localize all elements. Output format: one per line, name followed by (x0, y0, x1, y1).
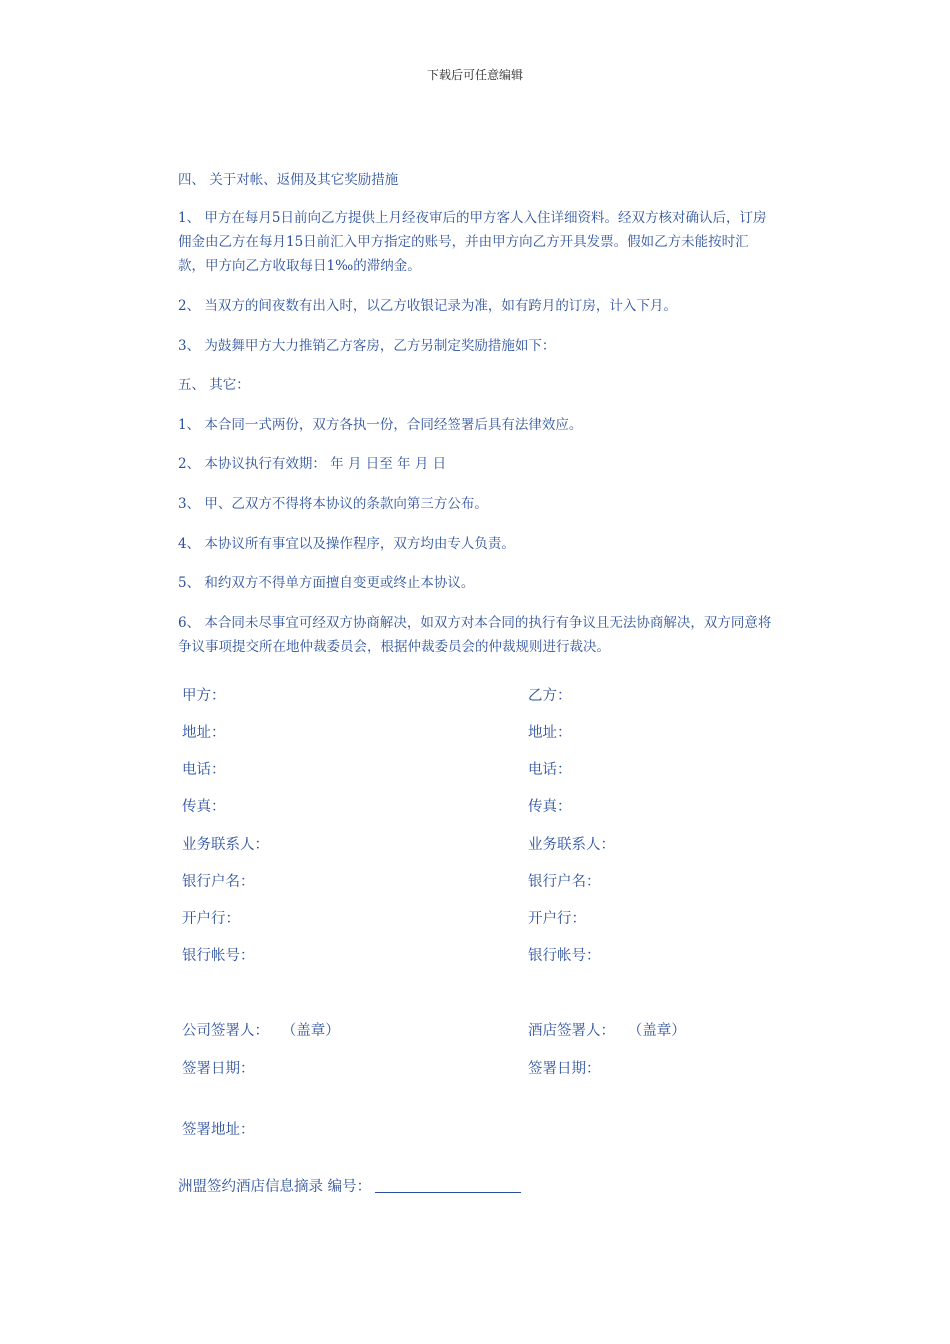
company-signer-label: 公司签署人： (182, 1023, 269, 1039)
phone-row (178, 758, 774, 782)
bank-row (178, 907, 774, 931)
party-b-contact-label: 业务联系人： (528, 837, 615, 853)
sign-address-row (178, 1118, 774, 1142)
party-a-account-name-label: 银行户名： (182, 874, 255, 890)
sign-address-label: 签署地址： (182, 1122, 255, 1138)
record-number-blank[interactable] (375, 1176, 521, 1193)
party-a-address-label: 地址： (182, 725, 226, 741)
party-b-phone-label: 电话： (528, 762, 572, 778)
page-header-note: 下载后可任意编辑 (426, 68, 523, 82)
party-b-account-number-label: 银行帐号： (528, 948, 601, 964)
section-5-item-1: 1、 本合同一式两份，双方各执一份，合同经签署后具有法律效应。 (178, 417, 583, 433)
section-4-item-2: 2、 当双方的间夜数有出入时，以乙方收银记录为准，如有跨月的订房，计入下月。 (178, 298, 677, 314)
party-b-bank-label: 开户行： (528, 911, 586, 927)
section-5-title: 五、 其它： (178, 377, 250, 393)
record-line (178, 1175, 521, 1196)
party-b-label: 乙方： (528, 688, 572, 704)
party-row (178, 684, 774, 708)
section-5-item-5: 5、 和约双方不得单方面擅自变更或终止本协议。 (178, 575, 475, 591)
party-a-bank-label: 开户行： (182, 911, 240, 927)
party-a-phone-label: 电话： (182, 762, 226, 778)
section-4-title: 四、 关于对帐、返佣及其它奖励措施 (178, 172, 399, 188)
contact-row (178, 833, 774, 857)
section-5-item-3: 3、 甲、乙双方不得将本协议的条款向第三方公布。 (178, 496, 488, 512)
signer-row (178, 1019, 774, 1043)
party-a-account-number-label: 银行帐号： (182, 948, 255, 964)
company-sign-date-label: 签署日期： (182, 1061, 255, 1077)
account-number-row (178, 944, 774, 968)
party-b-account-name-label: 银行户名： (528, 874, 601, 890)
hotel-signer-label: 酒店签署人： (528, 1023, 615, 1039)
company-stamp-label: （盖章） (289, 1023, 340, 1039)
section-5-item-2: 2、 本协议执行有效期： 年 月 日至 年 月 日 (178, 456, 447, 472)
sign-date-row (178, 1057, 774, 1081)
section-4-item-3: 3、 为鼓舞甲方大力推销乙方客房，乙方另制定奖励措施如下： (178, 338, 556, 354)
party-a-contact-label: 业务联系人： (182, 837, 269, 853)
account-name-row (178, 870, 774, 894)
hotel-sign-date-label: 签署日期： (528, 1061, 601, 1077)
party-b-fax-label: 传真： (528, 799, 572, 815)
section-4-item-1: 1、 甲方在每月5日前向乙方提供上月经夜审后的甲方客人入住详细资料。经双方核对确认后，订房佣金由乙方在每月15日前汇入甲方指定的账号，并由甲方向乙方开具发票。假如乙方未能按时汇款，甲方向乙方收取每日1‰的滞纳金。 (178, 210, 767, 274)
fax-row (178, 795, 774, 819)
hotel-signer (528, 1019, 686, 1040)
section-5-item-6: 6、 本合同未尽事宜可经双方协商解决，如双方对本合同的执行有争议且无法协商解决，双方同意将争议事项提交所在地仲裁委员会，根据仲裁委员会的仲裁规则进行裁决。 (178, 615, 772, 655)
hotel-stamp-label: （盖章） (635, 1023, 686, 1039)
party-a-fax-label: 传真： (182, 799, 226, 815)
party-b-address-label: 地址： (528, 725, 572, 741)
section-5-item-4: 4、 本协议所有事宜以及操作程序，双方均由专人负责。 (178, 536, 515, 552)
party-a-label: 甲方： (182, 688, 226, 704)
record-title: 洲盟签约酒店信息摘录 编号： (178, 1179, 372, 1195)
company-signer (182, 1019, 340, 1040)
address-row (178, 721, 774, 745)
